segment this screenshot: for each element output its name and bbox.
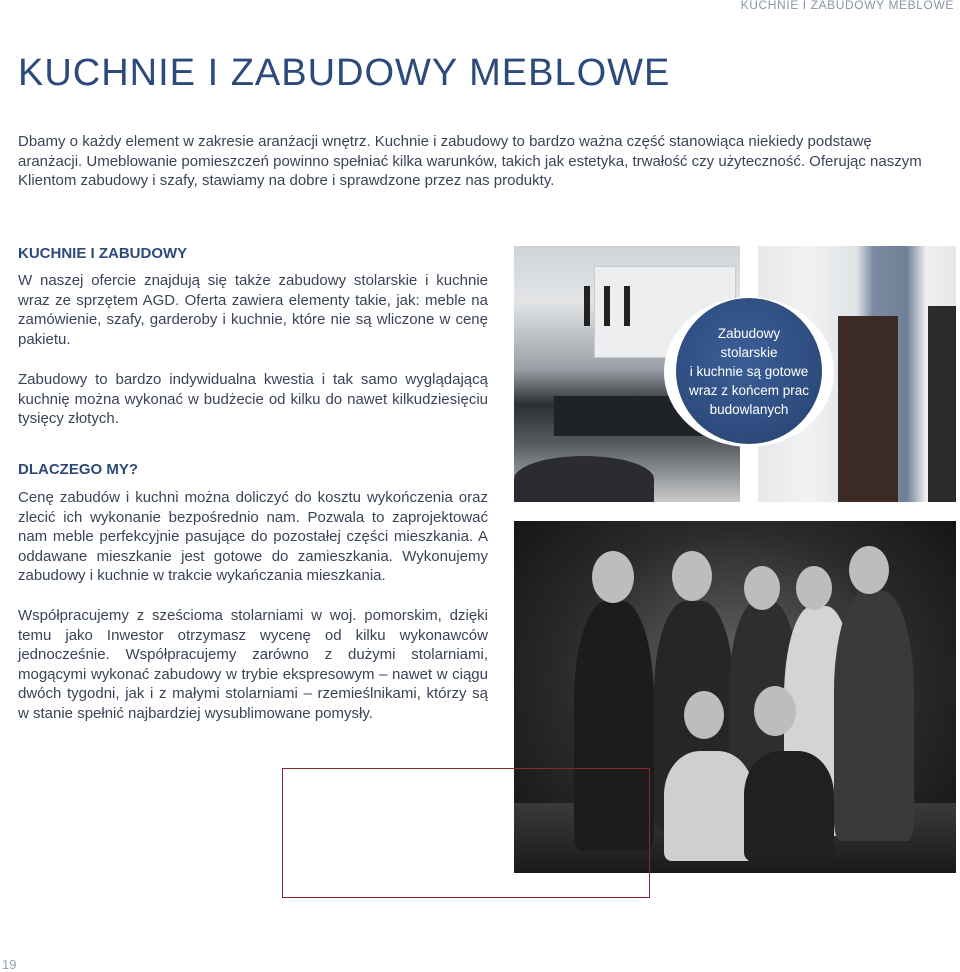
pendant-lamp	[604, 286, 610, 326]
dining-table	[514, 456, 654, 502]
door-frame	[928, 306, 956, 502]
person	[664, 751, 754, 861]
section-heading-why-us: DLACZEGO MY?	[18, 461, 138, 478]
face	[796, 566, 832, 610]
intro-paragraph: Dbamy o każdy element w zakresie aranżacji wnętrz. Kuchnie i zabudowy to bardzo ważna część stanowiąca niekiedy podstawę aranżacji. Umeblowanie pomieszczeń powinno spełniać kilka warunków, takich jak estetyka, trwałość czy użyteczność. Oferując naszym Klientom zabudowy i szafy, stawiamy na dobre i sprawdzone przez nas produkty.	[18, 133, 922, 189]
section2-paragraph-1: Cenę zabudów i kuchni można doliczyć do kosztu wykończenia oraz zlecić ich wykonanie bezpośrednio nam. Pozwala to zaprojektować nam meble perfekcyjnie pasujące do pozostałej części mieszkania. A oddawane mieszkanie jest gotowe do zamieszkania. Wykonujemy zabudowy i kuchnie w trakcie wykańczania mieszkania.	[18, 489, 488, 584]
section-heading-kitchens: KUCHNIE I ZABUDOWY	[18, 245, 188, 262]
pendant-lamp	[584, 286, 590, 326]
page-title: KUCHNIE I ZABUDOWY MEBLOWE	[18, 52, 671, 94]
pendant-lamp	[624, 286, 630, 326]
info-badge	[676, 298, 822, 444]
face	[672, 551, 712, 601]
badge-text: Zabudowy stolarskie i kuchnie są gotowe wraz z końcem prac budowlanych	[688, 325, 810, 417]
face	[684, 691, 724, 739]
face	[744, 566, 780, 610]
face	[754, 686, 796, 736]
face	[849, 546, 889, 594]
door	[838, 316, 898, 502]
section1-paragraph-2: Zabudowy to bardzo indywidualna kwestia i tak samo wyglądającą kuchnię można wykonać w budżecie od kilku do nawet kilkudziesięciu tysięcy złotych.	[18, 371, 488, 427]
section2-paragraph-2: Współpracujemy z sześcioma stolarniami w woj. pomorskim, dzięki temu jako Inwestor otrzymasz wycenę od kilku wykonawców jednocześnie. Współpracujemy zarówno z dużymi stolarniami, mogącymi wykonać zabudowy w trybie ekspresowym – nawet w ciągu dwóch tygodni, jak i z małymi stolarniami – rzemieślnikami, którzy są w stanie spełnić najbardziej wysublimowane pomysły.	[18, 607, 488, 722]
section1-paragraph-1: W naszej ofercie znajdują się także zabudowy stolarskie i kuchnie wraz ze sprzętem AGD. Oferta zawiera elementy takie, jak: meble na zamówienie, szafy, garderoby i kuchnie, które nie są wliczone w cenę pakietu.	[18, 272, 488, 348]
decorative-frame	[282, 768, 650, 898]
running-head: KUCHNIE I ZABUDOWY MEBLOWE	[740, 0, 954, 12]
person	[834, 591, 914, 841]
person	[744, 751, 834, 861]
page-number: 19	[2, 957, 17, 972]
face	[592, 551, 634, 603]
